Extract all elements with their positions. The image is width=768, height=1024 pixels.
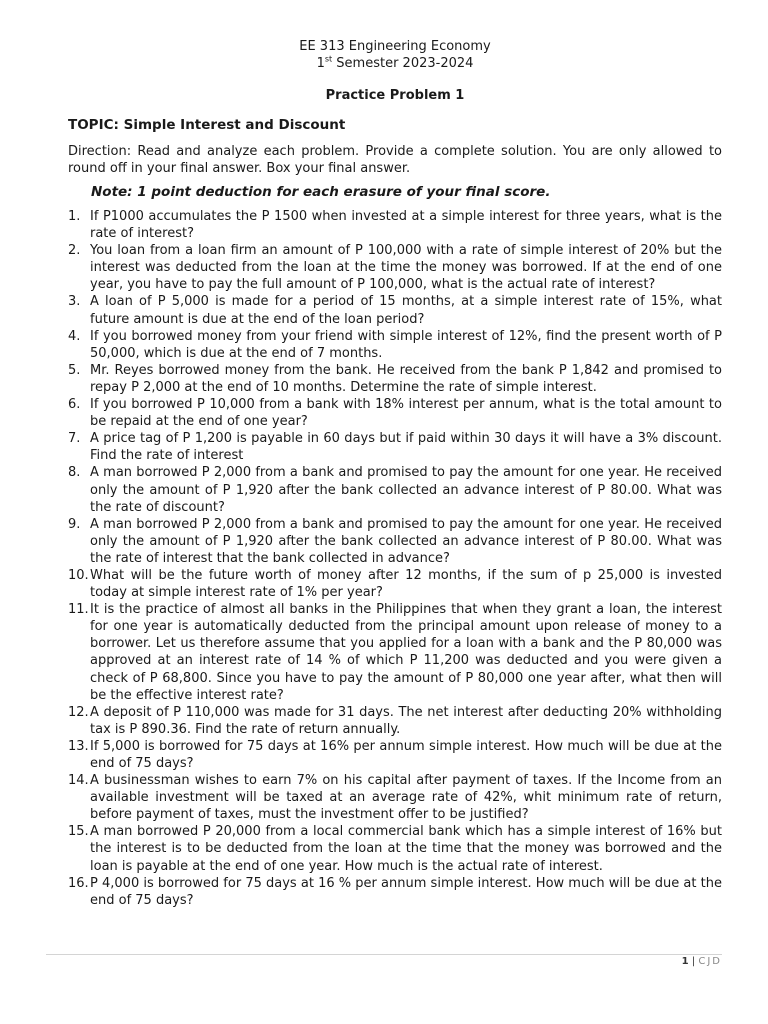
- problem-number: 7.: [68, 431, 81, 447]
- problem-item: [68, 823, 722, 874]
- problem-text: Mr. Reyes borrowed money from the bank. He received from the bank P 1,842 and promised to repay P 2,000 at the end of 10 months. Determine the rate of simple interest.: [90, 362, 722, 395]
- problem-item: [68, 242, 722, 293]
- footer-separator: |: [688, 956, 699, 967]
- problem-item: [68, 567, 722, 601]
- problem-text: A price tag of P 1,200 is payable in 60 days but if paid within 30 days it will have a 3% discount. Find the rate of interest: [90, 431, 722, 464]
- problem-number: 6.: [68, 397, 81, 413]
- problem-text: It is the practice of almost all banks in the Philippines that when they grant a loan, the interest for one year is automatically deducted from the principal amount upon release of money to a borrower. Let us therefore assume that you applied for a loan with a bank and the P 80,000 was approved at an interest rate of 14 % of which P 11,200 was deducted and you were given a check of P 68,800. Since you have to pay the amount of P 80,000 one year after, what then will be the effective interest rate?: [90, 602, 722, 703]
- problem-text: A loan of P 5,000 is made for a period of 15 months, at a simple interest rate of 15%, what future amount is due at the end of the loan period?: [90, 294, 722, 327]
- problem-number: 2.: [68, 243, 81, 259]
- problem-number: 15.: [68, 824, 89, 840]
- document-title: Practice Problem 1: [325, 88, 465, 103]
- problem-item: [68, 875, 722, 909]
- problem-text: A man borrowed P 2,000 from a bank and promised to pay the amount for one year. He received only the amount of P 1,920 after the bank collected an advance interest of P 80.00. What was the rate of discount?: [90, 465, 722, 515]
- problem-number: 11.: [68, 602, 89, 618]
- problem-text: A man borrowed P 20,000 from a local commercial bank which has a simple interest of 16% but the interest is to be deducted from the loan at the time that the money was borrowed and the loan is payable at the end of one year. How much is the actual rate of interest.: [90, 824, 722, 874]
- problem-text: If P1000 accumulates the P 1500 when invested at a simple interest for three years, what is the rate of interest?: [90, 209, 722, 242]
- problem-item: [68, 362, 722, 396]
- problem-item: [68, 328, 722, 362]
- problem-item: [68, 430, 722, 464]
- problem-item: [68, 464, 722, 515]
- problem-number: 9.: [68, 516, 81, 532]
- topic-heading: TOPIC: Simple Interest and Discount: [68, 117, 346, 133]
- problem-list: [68, 208, 722, 909]
- problem-item: [68, 601, 722, 704]
- problem-number: 5.: [68, 362, 81, 378]
- note-text: Note: 1 point deduction for each erasure of your final score.: [91, 184, 551, 200]
- semester-number: 1: [316, 56, 325, 71]
- problem-number: 10.: [68, 567, 89, 583]
- direction-paragraph: Direction: Read and analyze each problem. Provide a complete solution. You are only allowed to round off in your final answer. Box your final answer.: [68, 144, 722, 176]
- page-number: 1: [681, 956, 689, 967]
- problem-text: If you borrowed P 10,000 from a bank with 18% interest per annum, what is the total amount to be repaid at the end of one year?: [90, 397, 722, 430]
- document-page: [68, 38, 722, 909]
- problem-text: If you borrowed money from your friend with simple interest of 12%, find the present worth of P 50,000, which is due at the end of 7 months.: [90, 328, 722, 361]
- problem-item: [68, 293, 722, 327]
- problem-text: What will be the future worth of money after 12 months, if the sum of p 25,000 is invested today at simple interest rate of 1% per year?: [90, 567, 722, 601]
- page-footer: [682, 956, 722, 967]
- problem-item: [68, 516, 722, 567]
- author-initials: CJD: [698, 956, 722, 967]
- problem-number: 8.: [68, 465, 81, 481]
- problem-number: 14.: [68, 773, 89, 789]
- semester-line: [68, 55, 722, 72]
- problem-item: [68, 738, 722, 772]
- problem-text: A deposit of P 110,000 was made for 31 days. The net interest after deducting 20% withholding tax is P 890.36. Find the rate of return annually.: [90, 704, 722, 737]
- problem-number: 3.: [68, 294, 81, 310]
- problem-number: 1.: [68, 209, 81, 224]
- problem-item: [68, 396, 722, 430]
- course-title: EE 313 Engineering Economy: [299, 39, 491, 54]
- problem-text: A man borrowed P 2,000 from a bank and promised to pay the amount for one year. He received only the amount of P 1,920 after the bank collected an advance interest of P 80.00. What was the rate of interest that the bank collected in advance?: [90, 516, 722, 566]
- problem-item: [68, 704, 722, 738]
- problem-item: [68, 208, 722, 242]
- problem-number: 16.: [68, 875, 89, 891]
- problem-item: [68, 772, 722, 823]
- problem-text: If 5,000 is borrowed for 75 days at 16% per annum simple interest. How much will be due at the end of 75 days?: [90, 738, 722, 771]
- problem-text: You loan from a loan firm an amount of P 100,000 with a rate of simple interest of 20% but the interest was deducted from the loan at the time the money was borrowed. If at the end of one year, you have to pay the full amount of P 100,000, what is the actual rate of interest?: [90, 243, 722, 293]
- footer-divider: [46, 954, 722, 955]
- problem-text: A businessman wishes to earn 7% on his capital after payment of taxes. If the Income from an available investment will be taxed at an average rate of 42%, whit minimum rate of return, before payment of taxes, must the investment offer to be justified?: [90, 773, 722, 823]
- semester-superscript: st: [324, 54, 333, 64]
- problem-number: 4.: [68, 328, 81, 344]
- semester-text: Semester 2023-2024: [332, 56, 474, 71]
- problem-text: P 4,000 is borrowed for 75 days at 16 % per annum simple interest. How much will be due at the end of 75 days?: [90, 875, 722, 908]
- problem-number: 12.: [68, 704, 89, 720]
- problem-number: 13.: [68, 738, 89, 754]
